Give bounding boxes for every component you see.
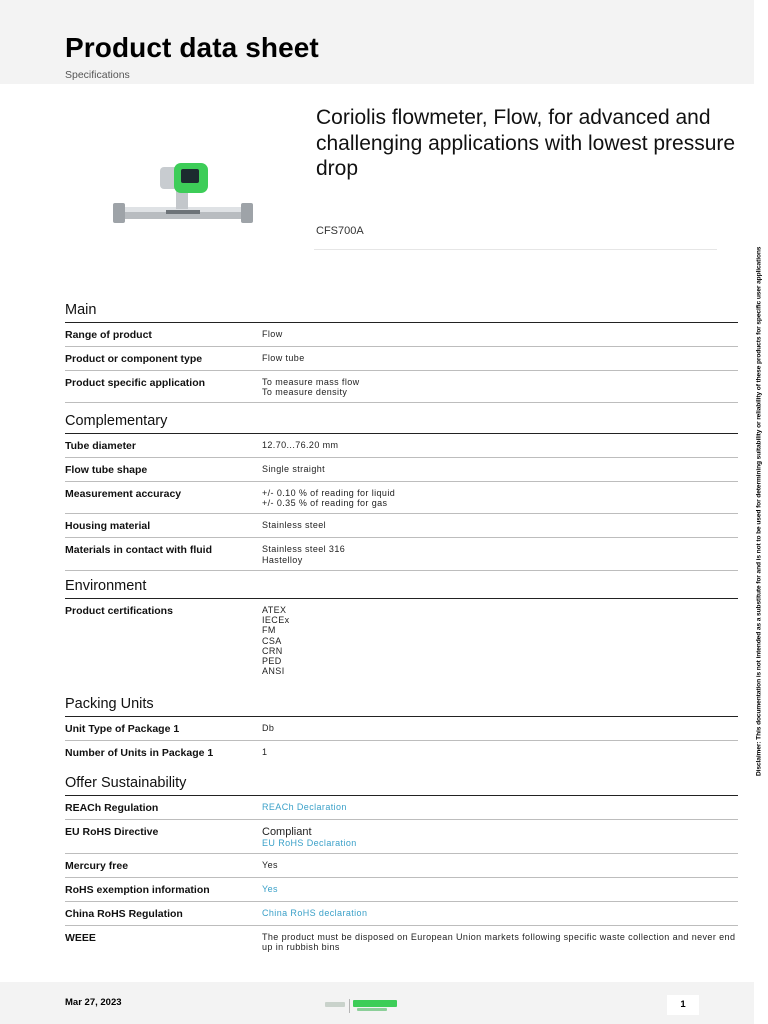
section-offer-sustainability <box>65 775 738 958</box>
china-rohs-declaration-link[interactable]: China RoHS declaration <box>262 908 368 919</box>
spec-row <box>65 902 738 926</box>
footer-date: Mar 27, 2023 <box>65 997 122 1008</box>
spec-label: Housing material <box>65 520 151 533</box>
spec-value: 12.70...76.20 mm <box>262 440 339 450</box>
schneider-electric-logo <box>325 998 405 1014</box>
spec-row <box>65 482 738 514</box>
disclaimer-text: Disclaimer: This documentation is not intended as a substitute for and is not to be used for determining suitability or reliability of these products for specific user applications <box>755 246 763 776</box>
spec-value: To measure mass flow <box>262 377 360 387</box>
product-reference: CFS700A <box>316 225 364 237</box>
reach-declaration-link[interactable]: REACh Declaration <box>262 802 347 812</box>
section-packing-units <box>65 696 738 764</box>
spec-value: ANSI <box>262 666 285 677</box>
spec-label: Range of product <box>65 329 152 341</box>
spec-row <box>65 538 738 570</box>
spec-label: Measurement accuracy <box>65 488 182 500</box>
header-divider <box>314 249 717 250</box>
section-title: Environment <box>65 578 738 599</box>
spec-label: Mercury free <box>65 860 129 873</box>
spec-value: Hastelloy <box>262 554 303 565</box>
spec-label: Product or component type <box>65 353 203 365</box>
spec-value: Compliant <box>262 826 312 838</box>
spec-row <box>65 717 738 741</box>
spec-row <box>65 854 738 878</box>
spec-value: ATEX <box>262 605 287 615</box>
spec-row <box>65 371 738 403</box>
spec-label: Materials in contact with fluid <box>65 544 213 557</box>
spec-label: WEEE <box>65 932 96 945</box>
page-number-box <box>667 995 699 1015</box>
spec-row <box>65 741 738 764</box>
spec-row <box>65 514 738 538</box>
spec-value: Flow <box>262 329 283 339</box>
spec-label: Product specific application <box>65 377 206 389</box>
spec-value: IECEx <box>262 615 290 626</box>
eu-rohs-declaration-link[interactable]: EU RoHS Declaration <box>262 838 357 848</box>
section-title: Complementary <box>65 413 738 434</box>
spec-label: RoHS exemption information <box>65 884 210 897</box>
spec-value: Single straight <box>262 464 326 474</box>
section-title: Offer Sustainability <box>65 775 738 796</box>
rohs-exemption-link[interactable]: Yes <box>262 884 278 895</box>
spec-value: +/- 0.10 % of reading for liquid <box>262 488 396 498</box>
product-image <box>108 155 258 245</box>
spec-value: Db <box>262 723 275 733</box>
product-headline: Coriolis flowmeter, Flow, for advanced and challenging applications with lowest pressure drop <box>316 106 736 180</box>
spec-row <box>65 599 738 681</box>
spec-label: China RoHS Regulation <box>65 908 183 921</box>
spec-value: CRN <box>262 645 283 656</box>
spec-label: Flow tube shape <box>65 464 148 476</box>
spec-value: PED <box>262 656 282 667</box>
spec-value: The product must be disposed on European Union markets following specific waste collection and never end up in rubbish bins <box>262 932 736 953</box>
spec-row <box>65 926 738 957</box>
spec-row <box>65 323 738 347</box>
spec-label: Product certifications <box>65 605 173 617</box>
section-main <box>65 302 738 403</box>
page-subtitle: Specifications <box>65 69 130 81</box>
section-environment <box>65 578 738 681</box>
spec-row <box>65 347 738 371</box>
spec-label: Unit Type of Package 1 <box>65 723 180 735</box>
spec-label: REACh Regulation <box>65 802 159 814</box>
spec-row <box>65 434 738 458</box>
spec-label: Tube diameter <box>65 440 136 452</box>
spec-value: To measure density <box>262 387 348 398</box>
spec-row <box>65 820 738 854</box>
spec-row <box>65 458 738 482</box>
spec-label: Number of Units in Package 1 <box>65 747 214 759</box>
spec-value: Yes <box>262 860 278 871</box>
spec-value: Flow tube <box>262 353 305 363</box>
page-number: 1 <box>680 999 686 1010</box>
spec-value: Stainless steel 316 <box>262 544 346 555</box>
disclaimer-strip <box>752 246 766 776</box>
spec-row <box>65 878 738 902</box>
spec-value: +/- 0.35 % of reading for gas <box>262 498 388 509</box>
section-title: Packing Units <box>65 696 738 717</box>
spec-label: EU RoHS Directive <box>65 826 159 838</box>
spec-row <box>65 796 738 820</box>
spec-value: 1 <box>262 747 268 757</box>
spec-value: CSA <box>262 635 282 646</box>
section-title: Main <box>65 302 738 323</box>
section-complementary <box>65 413 738 571</box>
spec-value: Stainless steel <box>262 520 327 531</box>
page-title: Product data sheet <box>65 32 319 63</box>
spec-value: FM <box>262 625 276 636</box>
